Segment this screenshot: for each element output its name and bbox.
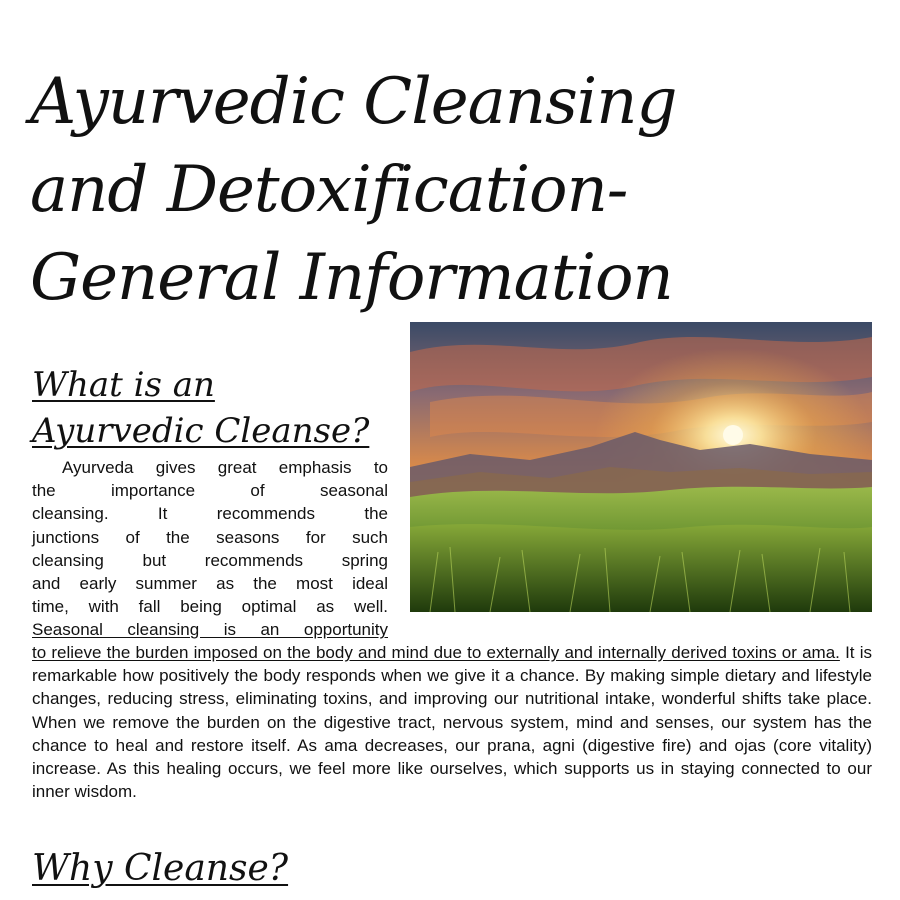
section-heading-why-cleanse bbox=[32, 846, 288, 892]
paragraph-line-underlined: Seasonal cleansing is an opportunity bbox=[32, 620, 388, 640]
heading-text: Why Cleanse? bbox=[32, 848, 289, 889]
paragraph-line: cleansing. It recommends the bbox=[32, 504, 388, 524]
heading-line-2: Ayurvedic Cleanse? bbox=[32, 411, 370, 451]
hero-image bbox=[410, 322, 872, 612]
underlined-emphasis: to relieve the burden imposed on the body and mind due to externally and internally derived toxins or ama. bbox=[32, 643, 840, 662]
section-heading-what-is-cleanse bbox=[32, 362, 392, 454]
paragraph-line: junctions of the seasons for such bbox=[32, 527, 388, 547]
page-title: Ayurvedic Cleansing and Detoxification- General Information bbox=[30, 65, 677, 315]
paragraph-line: cleansing but recommends spring bbox=[32, 550, 388, 570]
heading-line-1: What is an bbox=[32, 365, 215, 405]
sunrise-landscape-illustration bbox=[410, 322, 872, 612]
intro-paragraph-column bbox=[32, 456, 388, 642]
paragraph-line: the importance of seasonal bbox=[32, 481, 388, 501]
intro-paragraph-full bbox=[32, 641, 872, 803]
paragraph-line: Ayurveda gives great emphasis to bbox=[62, 458, 388, 477]
paragraph-line: time, with fall being optimal as well. bbox=[32, 597, 388, 617]
paragraph-body: It is remarkable how positively the body responds when we give it a chance. By making simple dietary and lifestyle changes, reducing stress, eliminating toxins, and improving our nutritional intake, wonderful shifts take place. When we remove the burden on the digestive tract, nervous system, mind and senses, our system has the chance to heal and restore itself. As ama decreases, our prana, agni (digestive fire) and ojas (core vitality) increase. As this healing occurs, we feel more like ourselves, which supports us in staying connected to our inner wisdom. bbox=[32, 643, 872, 802]
paragraph-line: and early summer as the most ideal bbox=[32, 574, 388, 594]
